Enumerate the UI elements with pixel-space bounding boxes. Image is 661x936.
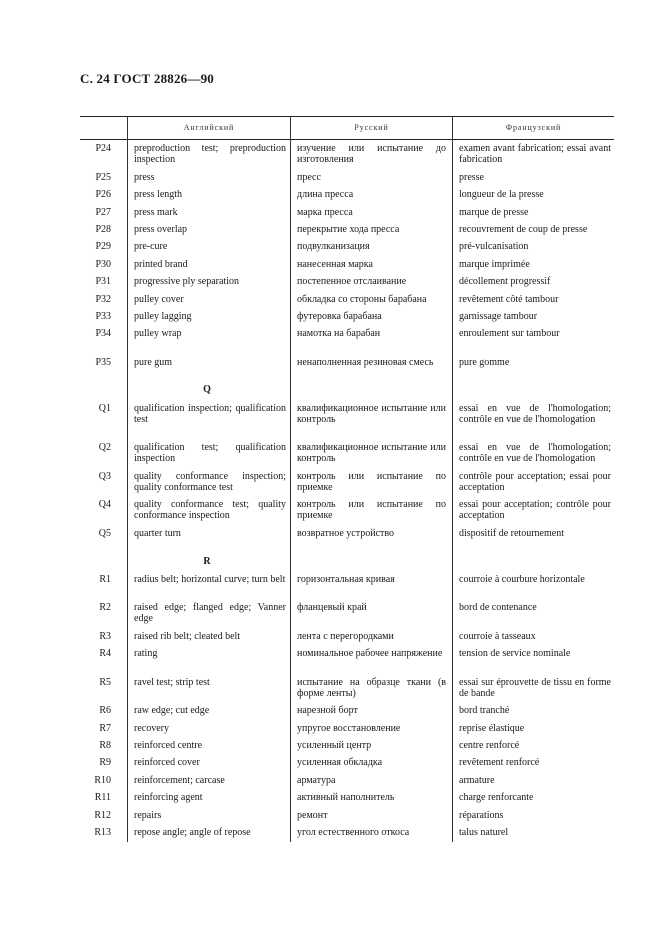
term-russian: длина пресса [297,189,354,200]
term-english: reinforcing agent [134,792,203,803]
term-english: pulley lagging [134,311,192,322]
term-russian: нарезной борт [297,705,358,716]
term-french: examen avant fabrication; essai avant fabrication [459,143,611,165]
term-french: presse [459,172,484,183]
term-code: Q5 [98,528,111,539]
term-french: armature [459,775,495,786]
term-english: quality conformance inspection; quality conformance test [134,471,286,493]
term-english: radius belt; horizontal curve; turn belt [134,574,286,585]
term-english: progressive ply separation [134,276,239,287]
term-english: reinforcement; carcase [134,775,225,786]
term-english: rating [134,648,158,659]
header-english: Английский [183,123,235,132]
term-russian: футеровка барабана [297,311,382,322]
term-russian: номинальное рабочее напряжение [297,648,443,659]
term-english: press length [134,189,183,200]
term-russian: квалификационное испытание или контроль [297,442,446,464]
term-code: R13 [94,827,111,838]
term-code: R2 [99,602,111,613]
term-russian: активный наполнитель [297,792,395,803]
term-code: P34 [95,328,111,339]
term-code: R6 [99,705,111,716]
term-code: R10 [94,775,111,786]
term-english: pre-cure [134,241,168,252]
term-code: R11 [94,792,111,803]
term-russian: возвратное устройство [297,528,395,539]
term-french: recouvrement de coup de presse [459,224,588,235]
term-code: P31 [95,276,111,287]
term-russian: нанесенная марка [297,259,373,270]
term-english: printed brand [134,259,188,270]
term-code: R12 [94,810,111,821]
term-code: P35 [95,357,111,368]
term-russian: марка пресса [297,207,353,218]
term-english: raised rib belt; cleated belt [134,631,241,642]
term-code: Q4 [98,499,111,510]
page-title: С. 24 ГОСТ 28826—90 [80,71,214,86]
term-french: décollement progressif [459,276,551,287]
term-code: R3 [99,631,111,642]
term-russian: горизонтальная кривая [297,574,395,585]
term-code: P27 [95,207,111,218]
header-russian: Русский [354,123,389,132]
term-french: pré-vulcanisation [459,241,529,252]
term-russian: усиленный центр [297,740,372,751]
term-french: courroie à tasseaux [459,631,536,642]
term-russian: фланцевый край [297,602,367,613]
term-russian: угол естественного откоса [297,827,410,838]
term-french: bord tranché [459,705,510,716]
term-english: reinforced centre [134,740,203,751]
term-english: press [134,172,155,183]
term-french: reprise élastique [459,723,525,734]
term-code: R4 [99,648,111,659]
header-bottom-rule [80,139,614,140]
term-russian: обкладка со стороны барабана [297,294,427,305]
term-code: P28 [95,224,111,235]
term-french: essai sur éprouvette de tissu en forme de bande [459,677,611,699]
term-code: R1 [99,574,111,585]
column-divider-english [290,116,291,842]
term-russian: постепенное отслаивание [297,276,407,287]
term-code: P25 [95,172,111,183]
term-french: pure gomme [459,357,510,368]
term-french: essai pour acceptation; contrôle pour acceptation [459,499,611,521]
term-english: pulley wrap [134,328,182,339]
term-code: R7 [99,723,111,734]
term-russian: испытание на образце ткани (в форме ленты) [297,677,446,699]
term-code: P24 [95,143,111,154]
column-divider-code [127,116,128,842]
term-english: qualification inspection; qualification test [134,403,286,425]
term-code: P29 [95,241,111,252]
term-french: revêtement renforcé [459,757,540,768]
term-english: qualification test; qualification inspection [134,442,286,464]
term-english: recovery [134,723,169,734]
term-code: P33 [95,311,111,322]
term-french: essai en vue de l'homologation; contrôle en vue de l'homologation [459,442,611,464]
term-russian: лента с перегородками [297,631,394,642]
term-russian: ненаполненная резиновая смесь [297,357,434,368]
term-french: courroie à courbure horizontale [459,574,585,585]
term-french: contrôle pour acceptation; essai pour acceptation [459,471,611,493]
term-code: P32 [95,294,111,305]
term-english: raw edge; cut edge [134,705,210,716]
term-french: longueur de la presse [459,189,544,200]
term-russian: ремонт [297,810,328,821]
term-french: essai en vue de l'homologation; contrôle en vue de l'homologation [459,403,611,425]
term-code: P30 [95,259,111,270]
term-french: réparations [459,810,504,821]
term-french: revêtement côté tambour [459,294,559,305]
term-french: talus naturel [459,827,509,838]
term-french: centre renforcé [459,740,520,751]
term-french: bord de contenance [459,602,537,613]
term-russian: пресс [297,172,321,183]
term-french: dispositif de retournement [459,528,564,539]
term-code: Q2 [98,442,111,453]
term-english: preproduction test; preproduction inspection [134,143,286,165]
term-russian: контроль или испытание по приемке [297,499,446,521]
section-heading: R [203,556,211,567]
term-english: quarter turn [134,528,181,539]
term-english: press overlap [134,224,188,235]
term-english: pure gum [134,357,173,368]
term-english: quality conformance test; quality conformance inspection [134,499,286,521]
term-english: raised edge; flanged edge; Vanner edge [134,602,286,624]
term-code: Q3 [98,471,111,482]
term-english: reinforced cover [134,757,200,768]
term-russian: усиленная обкладка [297,757,383,768]
term-english: press mark [134,207,178,218]
term-russian: упругое восстановление [297,723,401,734]
term-russian: квалификационное испытание или контроль [297,403,446,425]
term-english: ravel test; strip test [134,677,210,688]
term-russian: контроль или испытание по приемке [297,471,446,493]
term-french: charge renforcante [459,792,534,803]
column-divider-russian [452,116,453,842]
term-english: pulley cover [134,294,184,305]
term-russian: перекрытие хода пресса [297,224,400,235]
term-russian: изучение или испытание до изготовления [297,143,446,165]
header-french: Французский [505,123,562,132]
section-heading: Q [203,384,211,395]
term-code: R9 [99,757,111,768]
term-english: repose angle; angle of repose [134,827,251,838]
term-french: enroulement sur tambour [459,328,560,339]
term-code: R8 [99,740,111,751]
term-russian: арматура [297,775,336,786]
term-code: R5 [99,677,111,688]
term-english: repairs [134,810,162,821]
term-french: tension de service nominale [459,648,571,659]
term-french: marque de presse [459,207,529,218]
term-code: P26 [95,189,111,200]
term-french: garnissage tambour [459,311,538,322]
term-russian: намотка на барабан [297,328,381,339]
term-code: Q1 [98,403,111,414]
term-french: marque imprimée [459,259,530,270]
term-russian: подвулканизация [297,241,370,252]
